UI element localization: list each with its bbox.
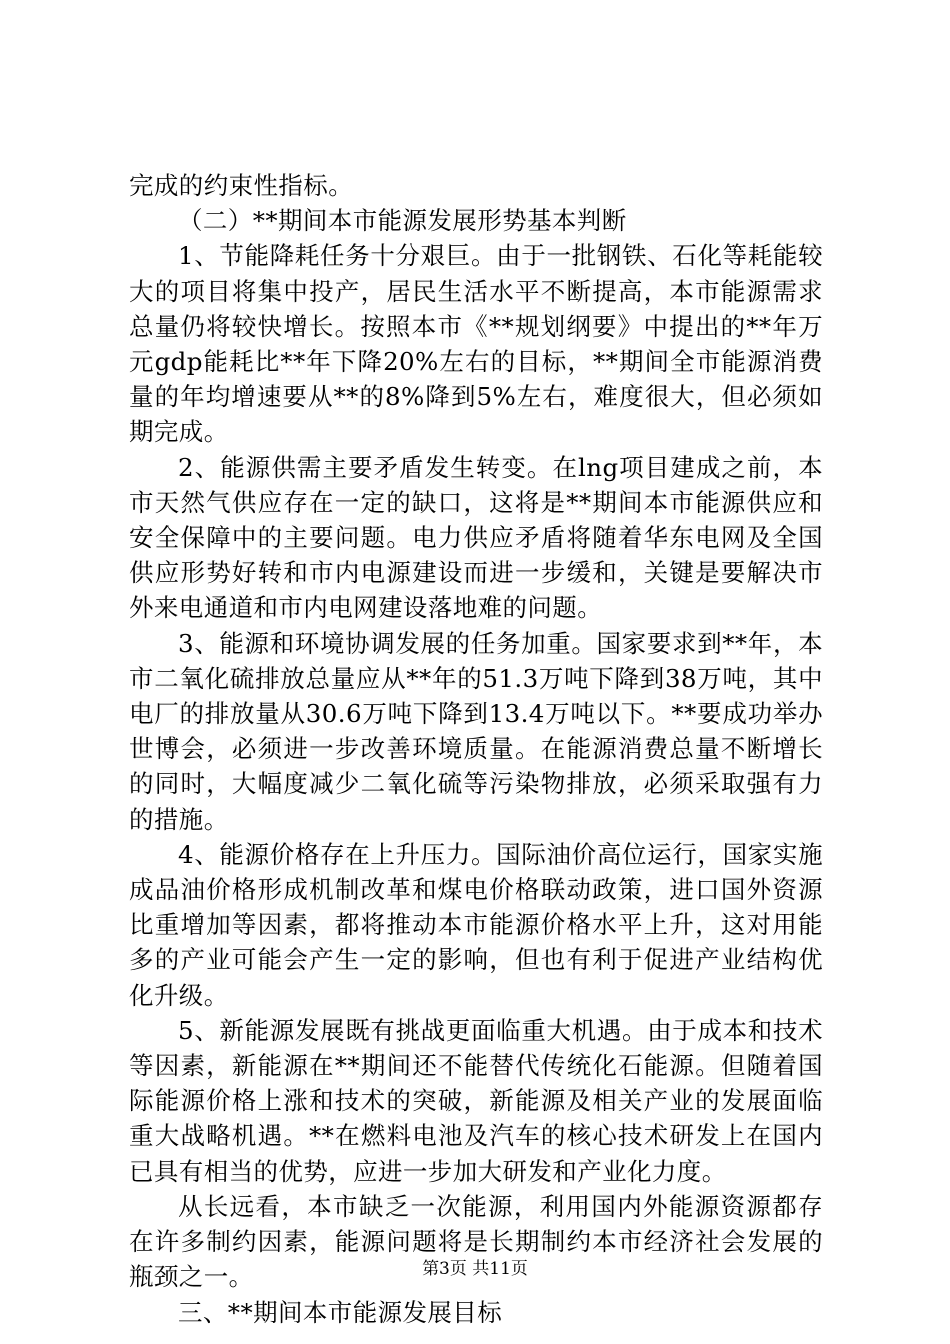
paragraph-item-2: 2、能源供需主要矛盾发生转变。在lng项目建成之前，本市天然气供应存在一定的缺口，这将是**期间本市能源供应和安全保障中的主要问题。电力供应矛盾将随着华东电网及全国供应形势好转和市内电源建设而进一步缓和，关键是要解决市外来电通道和市内电网建设落地难的问题。	[129, 452, 823, 623]
page-footer	[0, 1258, 950, 1280]
page-number-label: 第3页 共11页	[422, 1259, 528, 1279]
paragraph-continuation: 完成的约束性指标。	[129, 171, 354, 200]
paragraph-summary: 从长远看，本市缺乏一次能源，利用国内外能源资源都存在许多制约因素，能源问题将是长期制约本市经济社会发展的瓶颈之一。	[129, 1191, 823, 1292]
paragraph-item-1: 1、节能降耗任务十分艰巨。由于一批钢铁、石化等耗能较大的项目将集中投产，居民生活水平不断提高，本市能源需求总量仍将较快增长。按照本市《**规划纲要》中提出的**年万元gdp能耗比**年下降20%左右的目标，**期间全市能源消费量的年均增速要从**的8%降到5%左右，难度很大，但必须如期完成。	[129, 241, 823, 447]
paragraph-item-5: 5、新能源发展既有挑战更面临重大机遇。由于成本和技术等因素，新能源在**期间还不能替代传统化石能源。但随着国际能源价格上涨和技术的突破，新能源及相关产业的发展面临重大战略机遇。**在燃料电池及汽车的核心技术研发上在国内已具有相当的优势，应进一步加大研发和产业化力度。	[129, 1015, 823, 1186]
document-body	[129, 168, 823, 1330]
paragraph-item-3: 3、能源和环境协调发展的任务加重。国家要求到**年，本市二氧化硫排放总量应从**年的51.3万吨下降到38万吨，其中电厂的排放量从30.6万吨下降到13.4万吨以下。**要成功举办世博会，必须进一步改善环境质量。在能源消费总量不断增长的同时，大幅度减少二氧化硫等污染物排放，必须采取强有力的措施。	[129, 628, 823, 834]
section-subheading: （二）**期间本市能源发展形势基本判断	[178, 206, 627, 236]
section-heading: 三、**期间本市能源发展目标	[178, 1297, 503, 1327]
paragraph-item-4: 4、能源价格存在上升压力。国际油价高位运行，国家实施成品油价格形成机制改革和煤电价格联动政策，进口国外资源比重增加等因素，都将推动本市能源价格水平上升，这对用能多的产业可能会产生一定的影响，但也有利于促进产业结构优化升级。	[129, 839, 823, 1010]
